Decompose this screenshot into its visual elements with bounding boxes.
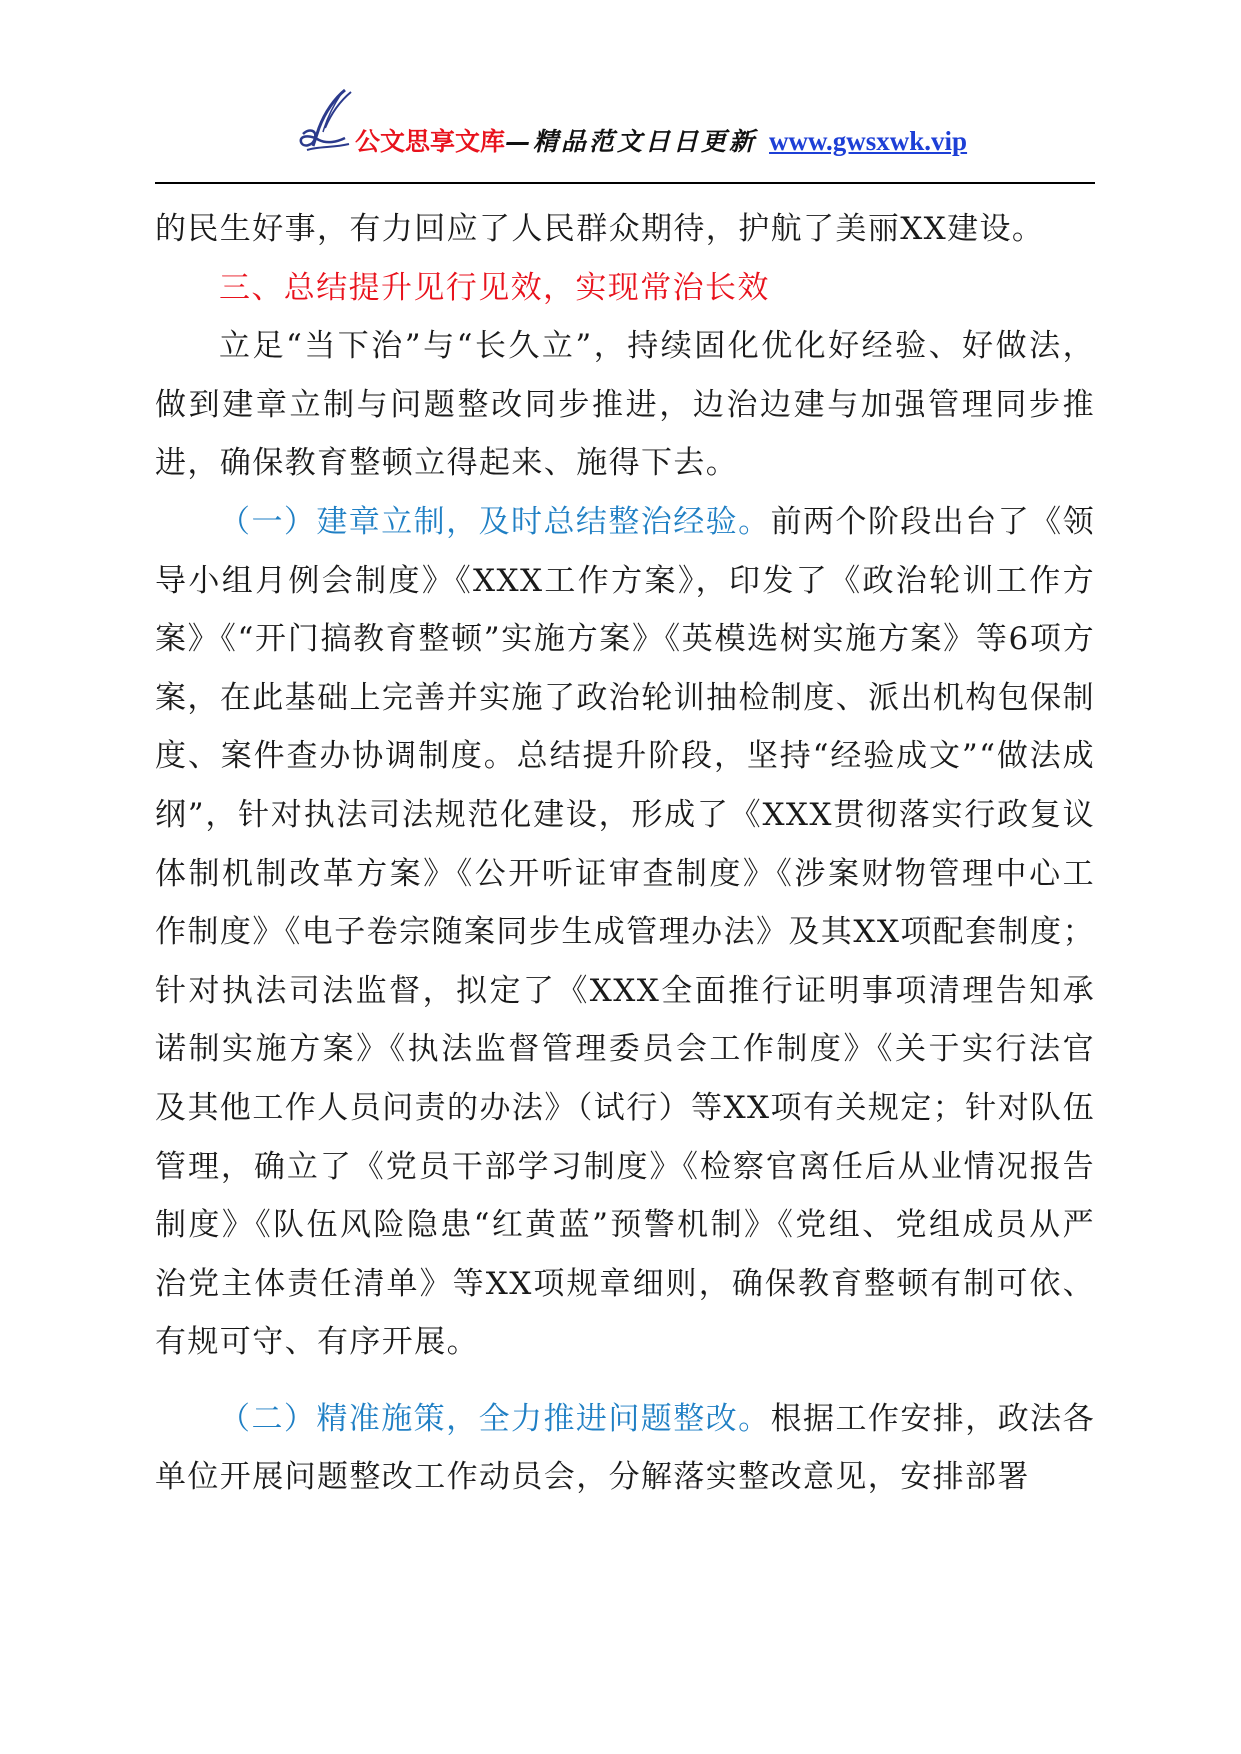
document-body bbox=[155, 200, 1095, 1507]
paragraph-sub1 bbox=[155, 493, 1095, 1372]
subheading-2: （二）精准施策，全力推进问题整改。 bbox=[219, 1400, 771, 1437]
header-banner bbox=[355, 122, 967, 158]
slogan: —精品范文日日更新 bbox=[505, 127, 758, 156]
paragraph-intro: 立足“当下治”与“长久立”，持续固化优化好经验、好做法，做到建章立制与问题整改同步推进，边治边建与加强管理同步推进，确保教育整顿立得起来、施得下去。 bbox=[155, 328, 1095, 482]
page-header bbox=[155, 86, 1095, 162]
brand-name: 公文思享文库 bbox=[355, 127, 506, 156]
paragraph-sub2 bbox=[155, 1390, 1095, 1507]
section-heading: 三、总结提升见行见效，实现常治长效 bbox=[219, 269, 770, 306]
header-divider bbox=[155, 182, 1095, 184]
paragraph-continued: 的民生好事，有力回应了人民群众期待，护航了美丽XX建设。 bbox=[155, 211, 1045, 247]
sub1-text: 前两个阶段出台了《领导小组月例会制度》《XXX工作方案》，印发了《政治轮训工作方案》《“开门搞教育整顿”实施方案》《英模选树实施方案》等6项方案，在此基础上完善并实施了政治轮训抽检制度、派出机构包保制度、案件查办协调制度。总结提升阶段，坚持“经验成文”“做法成纲”，针对执法司法规范化建设，形成了《XXX贯彻落实行政复议体制机制改革方案》《公开听证审查制度》《涉案财物管理中心工作制度》《电子卷宗随案同步生成管理办法》及其XX项配套制度；针对执法司法监督，拟定了《XXX全面推行证明事项清理告知承诺制实施方案》《执法监督管理委员会工作制度》《关于实行法官及其他工作人员问责的办法》（试行）等XX项有关规定；针对队伍管理，确立了《党员干部学习制度》《检察官离任后从业情况报告制度》《队伍风险隐患“红黄蓝”预警机制》《党组、党组成员从严治党主体责任清单》等XX项规章细则，确保教育整顿有制可依、有规可守、有序开展。 bbox=[155, 503, 1095, 1361]
site-link[interactable]: www.gwsxwk.vip bbox=[769, 126, 968, 156]
subheading-1: （一）建章立制，及时总结整治经验。 bbox=[219, 503, 771, 540]
sub2-text: 根据工作安排，政法各单位开展问题整改工作动员会，分解落实整改意见，安排部署 bbox=[155, 1400, 1095, 1496]
quill-pen-icon bbox=[295, 88, 357, 154]
